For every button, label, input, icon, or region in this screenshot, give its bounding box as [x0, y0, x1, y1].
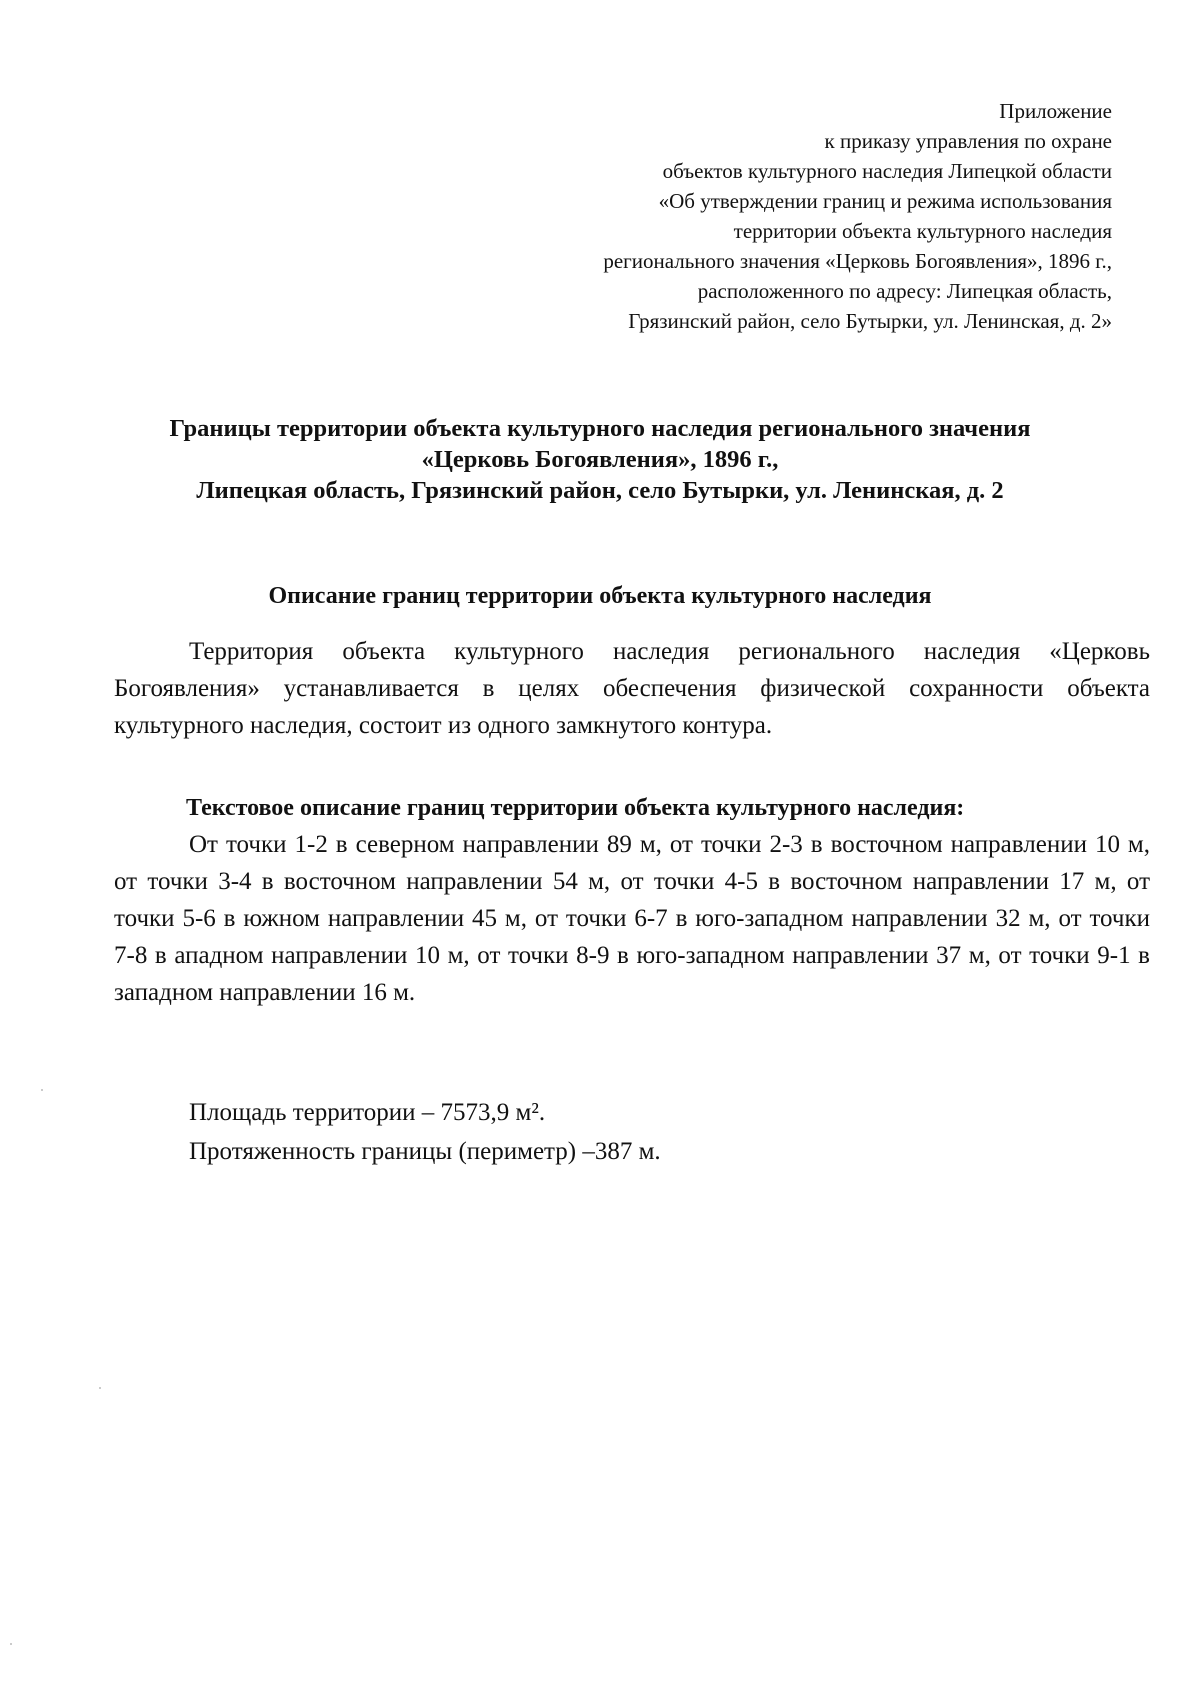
scan-speck — [99, 1387, 101, 1389]
area-value: Площадь территории – 7573,9 м². — [189, 1099, 546, 1126]
title-line: «Церковь Богоявления», 1896 г., — [421, 446, 779, 473]
description-paragraph: Территория объекта культурного наследия регионального наследия «Церковь Богоявления» устанавливается в целях обеспечения физической сохранности объекта культурного наследия, состоит из одного замкнутого контура. — [114, 638, 1150, 739]
document-title — [80, 413, 1120, 506]
annex-line: территории объекта культурного наследия — [733, 219, 1112, 243]
annex-line: Грязинский район, село Бутырки, ул. Ленинская, д. 2» — [628, 309, 1112, 333]
annex-header — [352, 96, 1112, 336]
annex-line: Приложение — [999, 99, 1112, 123]
title-line: Липецкая область, Грязинский район, село Бутырки, ул. Ленинская, д. 2 — [196, 477, 1004, 504]
annex-line: к приказу управления по охране — [824, 129, 1112, 153]
annex-line: «Об утверждении границ и режима использования — [658, 189, 1112, 213]
scan-speck — [10, 1643, 12, 1645]
annex-line: объектов культурного наследия Липецкой области — [662, 159, 1112, 183]
annex-line: регионального значения «Церковь Богоявления», 1896 г., — [603, 249, 1112, 273]
perimeter-value: Протяженность границы (периметр) –387 м. — [189, 1138, 661, 1165]
annex-line: расположенного по адресу: Липецкая область, — [697, 279, 1112, 303]
textual-description-heading: Текстовое описание границ территории объекта культурного наследия: — [186, 795, 965, 821]
description-heading: Описание границ территории объекта культурного наследия — [268, 583, 932, 609]
textual-description-paragraph: От точки 1-2 в северном направлении 89 м, от точки 2-3 в восточном направлении 10 м, от точки 3-4 в восточном направлении 54 м, от точки 4-5 в восточном направлении 17 м, от точки 5-6 в южном направлении 45 м, от точки 6-7 в юго-западном направлении 32 м, от точки 7-8 в ападном направлении 10 м, от точки 8-9 в юго-западном направлении 37 м, от точки 9-1 в западном направлении 16 м. — [114, 831, 1150, 1006]
title-line: Границы территории объекта культурного наследия регионального значения — [169, 415, 1031, 442]
scan-speck — [41, 1089, 43, 1091]
